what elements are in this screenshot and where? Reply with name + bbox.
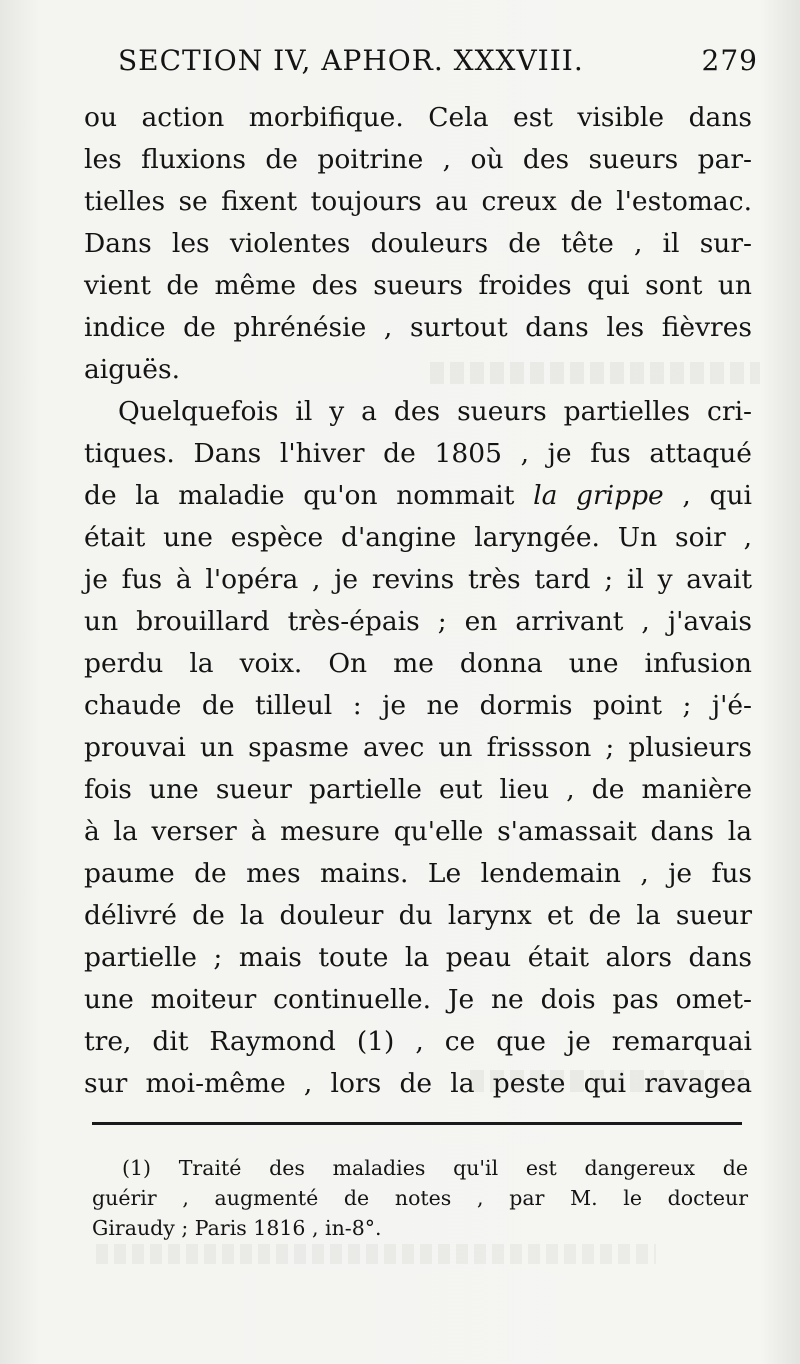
- body-line: tielles se fixent toujours au creux de l'estomac.: [84, 186, 752, 217]
- body-line: à la verser à mesure qu'elle s'amassait dans la: [84, 816, 752, 847]
- body-line: tiques. Dans l'hiver de 1805 , je fus attaqué: [84, 438, 752, 469]
- body-line: un brouillard très-épais ; en arrivant , j'avais: [84, 606, 752, 637]
- body-line: sur moi-même , lors de la peste qui ravagea: [84, 1068, 752, 1099]
- body-line: vient de même des sueurs froides qui sont un: [84, 270, 752, 301]
- body-line: indice de phrénésie , surtout dans les fièvres: [84, 312, 752, 343]
- show-through-texture: [96, 1244, 656, 1264]
- body-line: je fus à l'opéra , je revins très tard ; il y avait: [84, 564, 752, 595]
- footnote-rule: [92, 1122, 742, 1125]
- footnote-line: Giraudy ; Paris 1816 , in-8°.: [92, 1216, 382, 1240]
- footnote-line: guérir , augmenté de notes , par M. le docteur: [92, 1186, 748, 1210]
- body-line-with-italic: [84, 476, 752, 516]
- paragraph-first-line: Quelquefois il y a des sueurs partielles cri-: [118, 396, 752, 427]
- italic-term: la grippe: [533, 480, 664, 511]
- body-line: prouvai un spasme avec un frissson ; plusieurs: [84, 732, 752, 763]
- body-line: perdu la voix. On me donna une infusion: [84, 648, 752, 679]
- page-number: 279: [701, 44, 758, 77]
- body-line: les fluxions de poitrine , où des sueurs par-: [84, 144, 752, 175]
- text-segment: , qui: [663, 480, 752, 511]
- footnote-line: (1) Traité des maladies qu'il est dangereux de: [122, 1156, 748, 1180]
- body-line: aiguës.: [84, 354, 181, 385]
- body-line: ou action morbifique. Cela est visible dans: [84, 102, 752, 133]
- body-line: délivré de la douleur du larynx et de la sueur: [84, 900, 752, 931]
- body-line: partielle ; mais toute la peau était alors dans: [84, 942, 752, 973]
- body-line: une moiteur continuelle. Je ne dois pas omet-: [84, 984, 752, 1015]
- running-header: [118, 44, 758, 88]
- running-title: SECTION IV, APHOR. XXXVIII.: [118, 44, 584, 77]
- body-line: était une espèce d'angine laryngée. Un soir ,: [84, 522, 752, 553]
- text-segment: de la maladie qu'on nommait: [84, 480, 534, 511]
- body-line: chaude de tilleul : je ne dormis point ; j'é-: [84, 690, 752, 721]
- body-line: tre, dit Raymond (1) , ce que je remarquai: [84, 1026, 752, 1057]
- body-line: paume de mes mains. Le lendemain , je fus: [84, 858, 752, 889]
- body-line: Dans les violentes douleurs de tête , il sur-: [84, 228, 752, 259]
- body-line: fois une sueur partielle eut lieu , de manière: [84, 774, 752, 805]
